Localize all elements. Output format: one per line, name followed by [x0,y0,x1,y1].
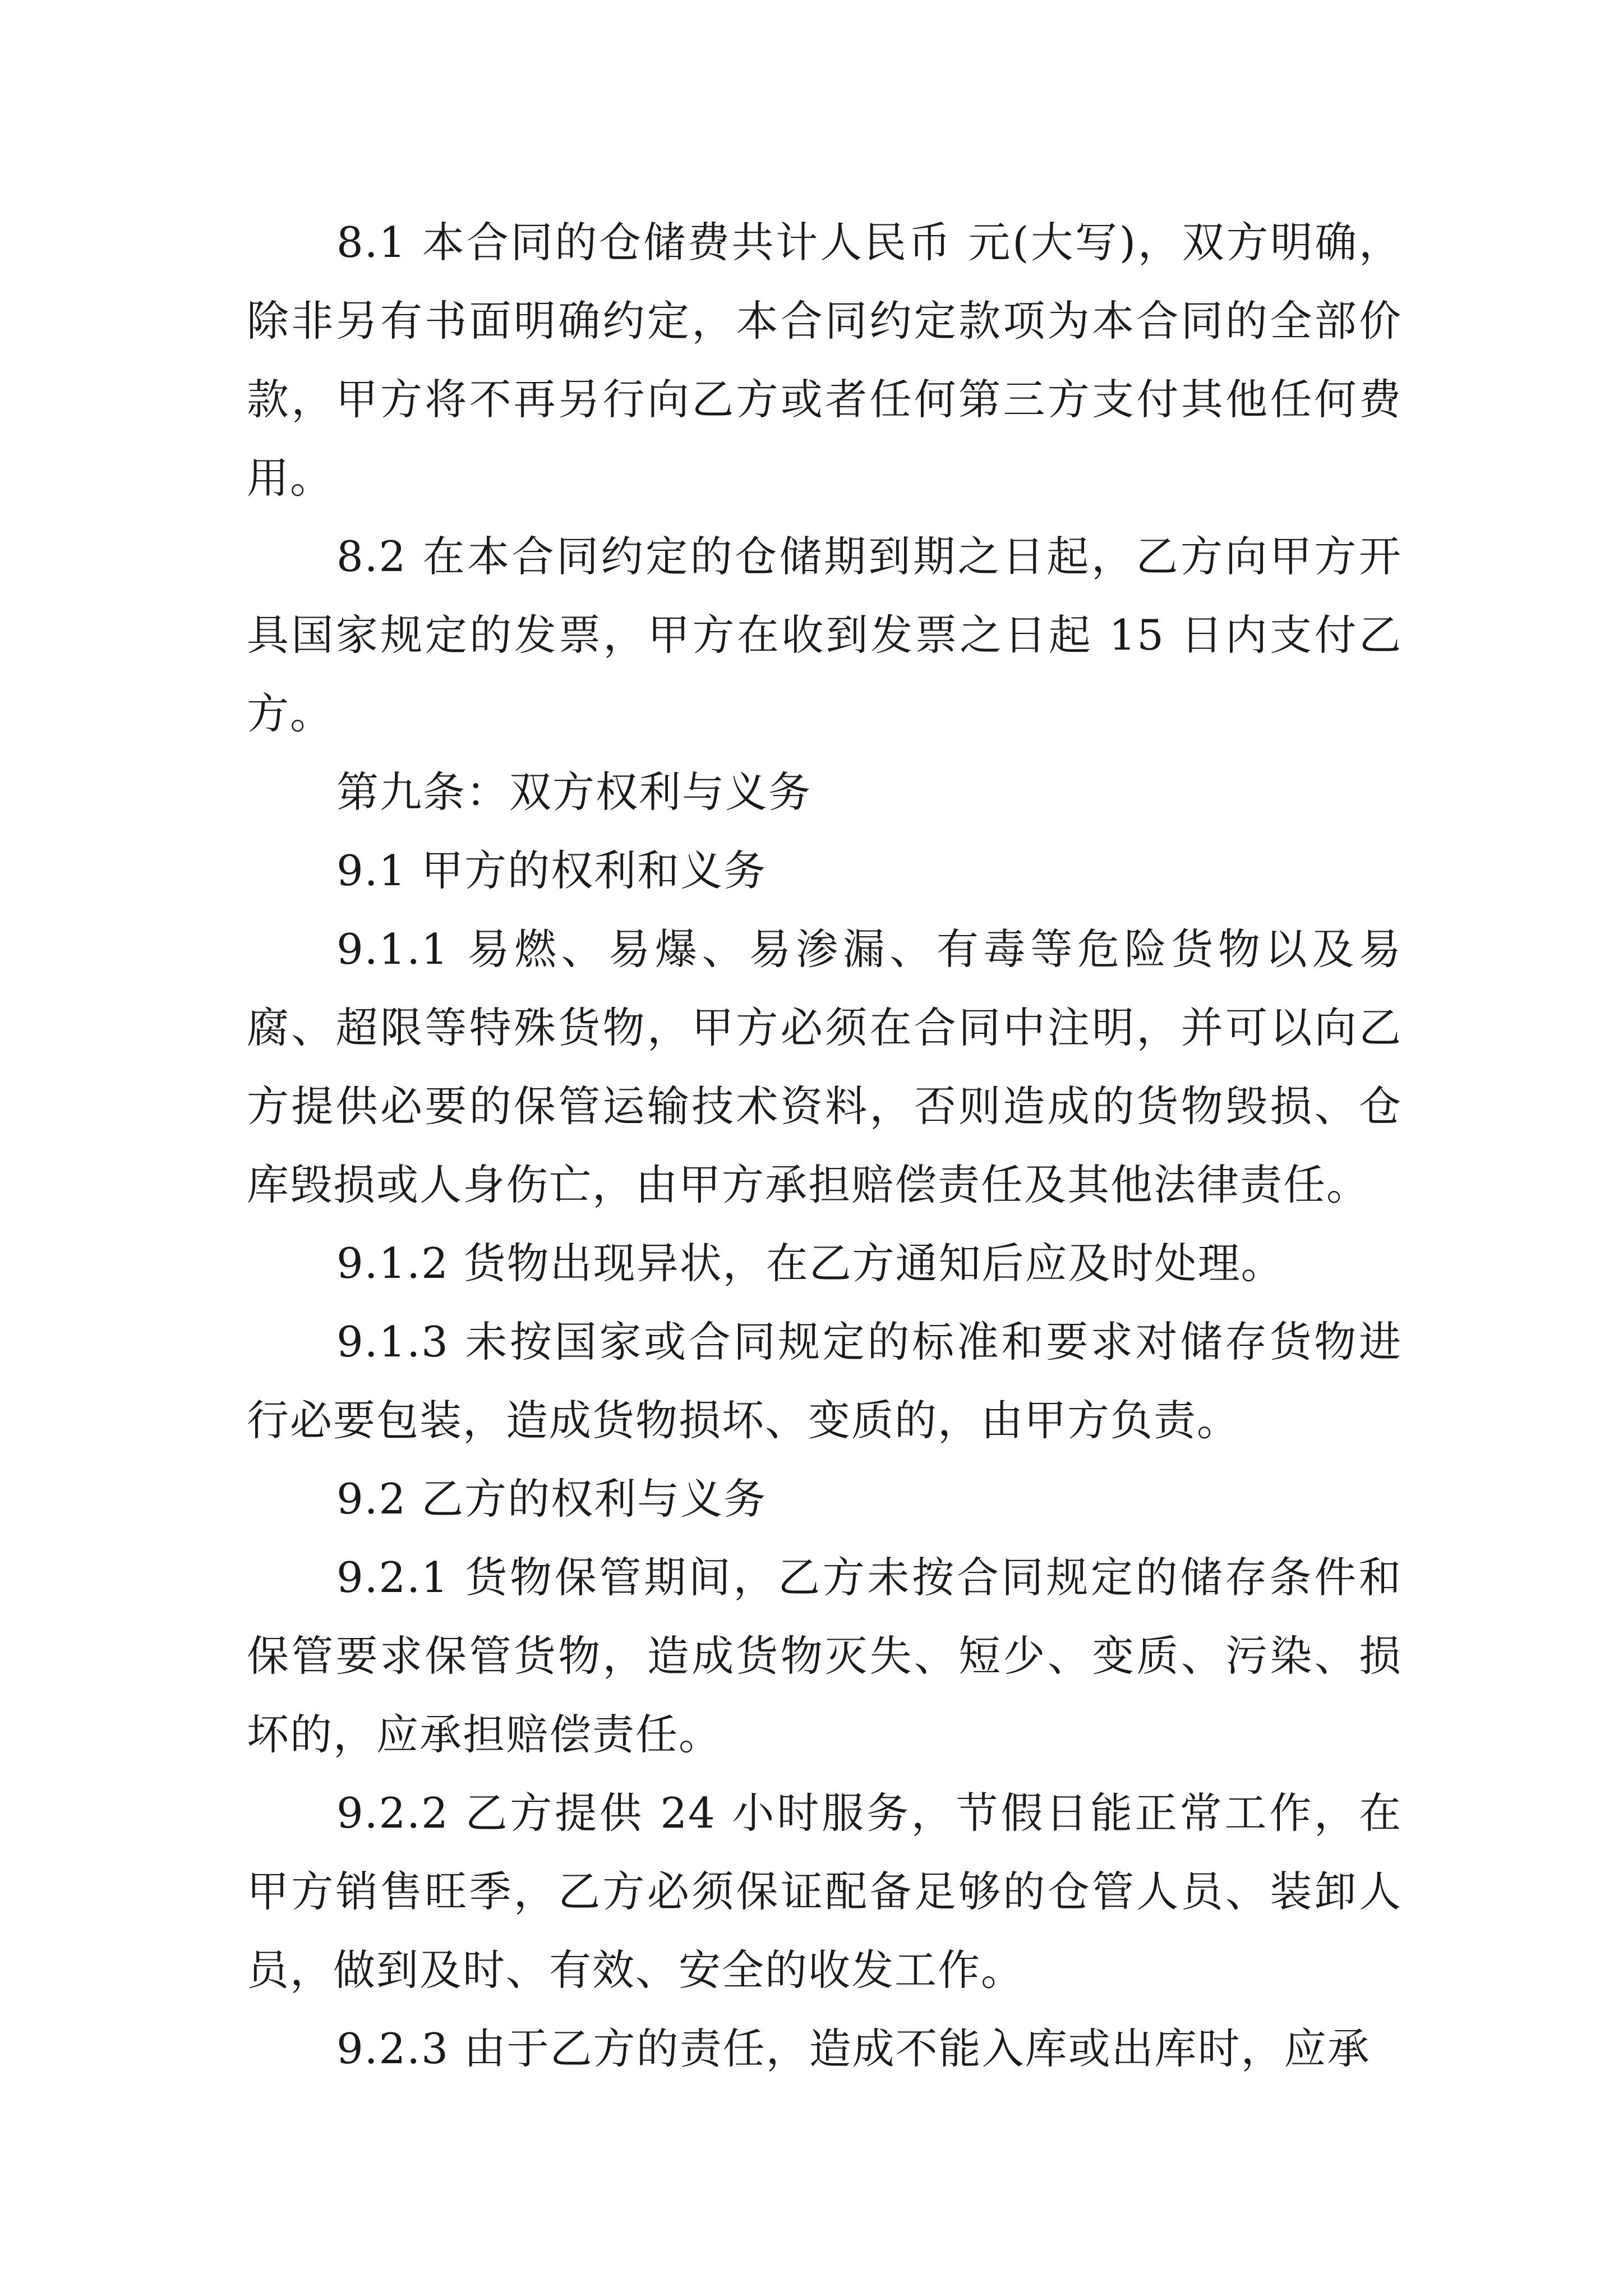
document-body [247,203,1402,2088]
paragraph-9-2-2: 9.2.2 乙方提供 24 小时服务，节假日能正常工作，在甲方销售旺季，乙方必须保证配备足够的仓管人员、装卸人员，做到及时、有效、安全的收发工作。 [247,1788,1402,1995]
section-9-1-heading: 9.1 甲方的权利和义务 [336,846,767,895]
paragraph-8-2: 8.2 在本合同约定的仓储期到期之日起，乙方向甲方开具国家规定的发票，甲方在收到发票之日起 15 日内支付乙方。 [247,532,1402,738]
paragraph-9-2-1: 9.2.1 货物保管期间，乙方未按合同规定的储存条件和保管要求保管货物，造成货物灭失、短少、变质、污染、损坏的，应承担赔偿责任。 [247,1553,1402,1759]
section-9-2-heading: 9.2 乙方的权利与义务 [336,1474,767,1524]
paragraph-8-1: 8.1 本合同的仓储费共计人民币 元(大写)，双方明确，除非另有书面明确约定，本合同约定款项为本合同的全部价款，甲方将不再另行向乙方或者任何第三方支付其他任何费用。 [247,218,1402,503]
paragraph-9-2-3: 9.2.3 由于乙方的责任，造成不能入库或出库时，应承 [336,2024,1371,2073]
paragraph-9-1-1: 9.1.1 易燃、易爆、易渗漏、有毒等危险货物以及易腐、超限等特殊货物，甲方必须在合同中注明，并可以向乙方提供必要的保管运输技术资料，否则造成的货物毁损、仓库毁损或人身伤亡，由甲方承担赔偿责任及其他法律责任。 [247,924,1402,1209]
paragraph-9-1-2: 9.1.2 货物出现异状，在乙方通知后应及时处理。 [336,1239,1284,1288]
paragraph-9-1-3: 9.1.3 未按国家或合同规定的标准和要求对储存货物进行必要包装，造成货物损坏、变质的，由甲方负责。 [247,1317,1402,1445]
article-9-heading: 第九条：双方权利与义务 [336,767,812,817]
